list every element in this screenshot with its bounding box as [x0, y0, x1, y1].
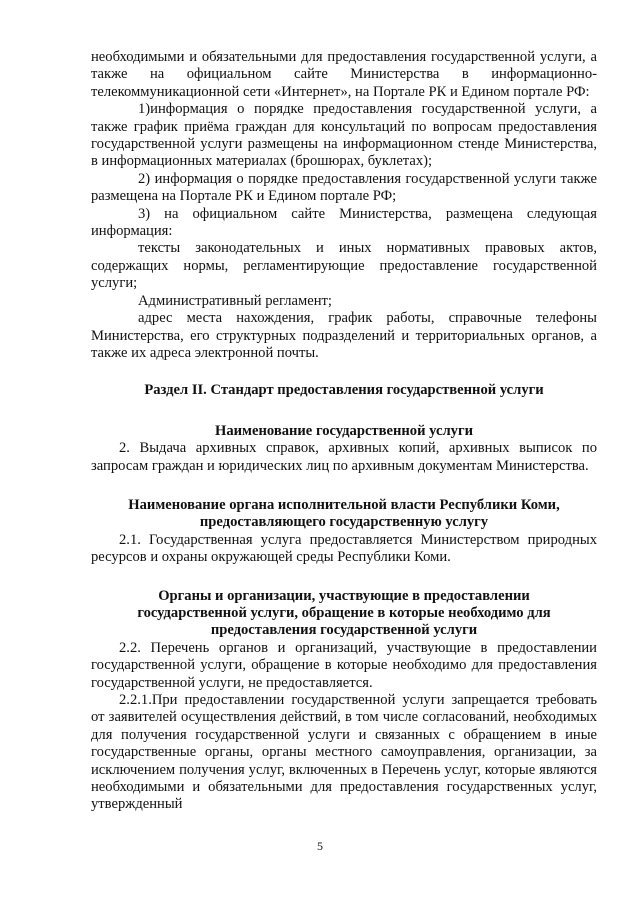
heading-participants-line-1: Органы и организации, участвующие в предоставлении — [158, 587, 530, 604]
heading-service-name: Наименование государственной услуги — [215, 422, 473, 439]
list-item-3a: тексты законодательных и иных нормативных правовых актов, содержащих нормы, регламентирующие предоставление государственной услуги; — [91, 240, 597, 292]
list-item-3: 3) на официальном сайте Министерства, размещена следующая информация: — [91, 205, 597, 240]
heading-org-line-1: Наименование органа исполнительной власти Республики Коми, — [128, 496, 560, 513]
list-item-1: 1)информация о порядке предоставления государственной услуги, а также график приёма граждан для консультаций по вопросам предоставления государственной услуги размещены на информационном стенде Министерства, в информационных материалах (брошюрах, буклетах); — [91, 101, 597, 170]
page-number: 5 — [317, 839, 323, 853]
intro-paragraph: необходимыми и обязательными для предоставления государственной услуги, а также на официальном сайте Министерства в информационно-телекоммуникационной сети «Интернет», на Портале РК и Едином портале РФ: — [91, 49, 597, 100]
paragraph-2-2: 2.2. Перечень органов и организаций, участвующие в предоставлении государственной услуги, обращение в которые необходимо для предоставления государственной услуги, не предоставляется. — [91, 639, 597, 691]
heading-participants-line-2: государственной услуги, обращение в которые необходимо для — [137, 604, 551, 621]
list-item-2: 2) информация о порядке предоставления государственной услуги также размещена на Портале РК и Едином портале РФ; — [91, 170, 597, 205]
list-item-3c: адрес места нахождения, график работы, справочные телефоны Министерства, его структурных подразделений и территориальных органов, а также их адреса электронной почты. — [91, 310, 597, 361]
document-body — [91, 49, 597, 814]
section-title: Раздел II. Стандарт предоставления государственной услуги — [144, 382, 544, 399]
paragraph-2-1: 2.1. Государственная услуга предоставляется Министерством природных ресурсов и охраны окружающей среды Республики Коми. — [91, 531, 597, 566]
heading-participants-line-3: предоставления государственной услуги — [210, 622, 478, 639]
paragraph-2: 2. Выдача архивных справок, архивных копий, архивных выписок по запросам граждан и юридических лиц по архивным документам Министерства. — [91, 440, 597, 474]
heading-org-line-2: предоставляющего государственную услугу — [199, 514, 489, 531]
paragraph-2-2-1: 2.2.1.При предоставлении государственной услуги запрещается требовать от заявителей осуществления действий, в том числе согласований, необходимых для получения государственной услуги и связанных с обращением в иные государственные органы, органы местного самоуправления, организации, за исключением получения услуг, включенных в Перечень услуг, которые являются необходимыми и обязательными для предоставления государственных услуг, утвержденный — [91, 692, 597, 813]
list-item-3b: Административный регламент; — [138, 292, 332, 309]
